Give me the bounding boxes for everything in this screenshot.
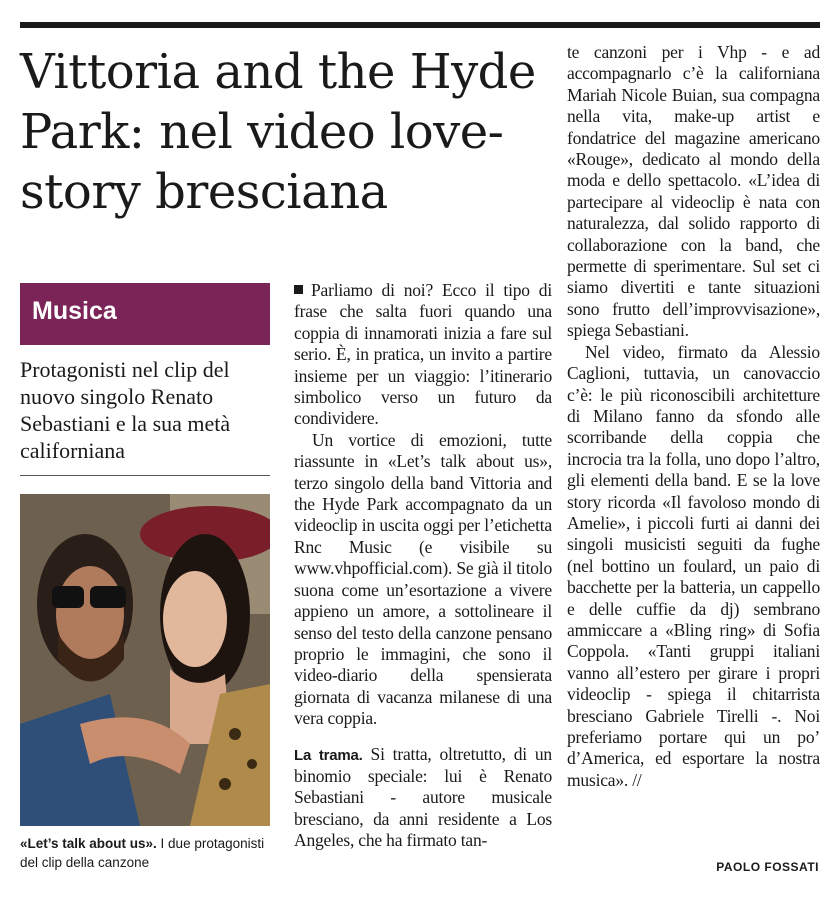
article-photo	[20, 494, 270, 826]
headline: Vittoria and the Hyde Park: nel video love-story bresciana	[20, 44, 536, 220]
top-rule	[20, 22, 820, 28]
body-column-1	[294, 280, 552, 852]
paragraph-3-continued: te canzoni per i Vhp - e ad accompagnarlo c’è la californiana Mariah Nicole Buian, sua compagna nella vita, make-up artist e fondatrice del magazine americano «Rouge», dedicato al mondo della moda e dello spettacolo. «L’idea di partecipare al videoclip è nata con naturalezza, dal solido rapporto di collaborazione con la band, che permette di sperimentare. Sul set ci siamo divertiti e tante situazioni sono frutto dell’improvvisazione», spiega Sebastiani.	[567, 42, 820, 341]
byline: PAOLO FOSSATI	[716, 860, 819, 874]
paragraph-4: Nel video, firmato da Alessio Caglioni, tuttavia, un canovaccio c’è: le più riconoscibili architetture di Milano fanno da sfondo alle scorribande della coppia che incrocia tra la folla, uno dopo l’altro, gli elementi della band. E se la love story ricorda «Il favoloso mondo di Amelie», i piccoli furti ai danni dei singoli musicisti seguiti da fughe (nel bottino un foulard, un paio di bacchette per la batteria, un cappello e delle cuffie da dj) sembrano ammiccare a «Bling ring» di Sofia Coppola. «Tanti gruppi italiani vanno all’estero per girare i propri videoclip - spiega il chitarrista bresciano Gabriele Tirelli -. Noi preferiamo portare qui un po’ d’America, ed esportare la nostra musica». //	[567, 341, 820, 790]
runin-heading: La trama.	[294, 746, 363, 764]
caption-title: «Let’s talk about us».	[20, 836, 157, 851]
subheadline: Protagonisti nel clip del nuovo singolo Renato Sebastiani e la sua metà californiana	[20, 357, 231, 463]
photo-caption	[20, 834, 280, 872]
couple-photo-illustration	[20, 494, 270, 826]
square-bullet-icon	[294, 285, 303, 294]
subhead-divider	[20, 475, 270, 476]
paragraph-3-text: Si tratta, oltretutto, di un binomio speciale: lui è Renato Sebastiani - autore musicale bresciano, da anni residente a Los Angeles, che ha firmato tan-	[294, 743, 552, 851]
body-column-2	[567, 42, 820, 791]
paragraph-2: Un vortice di emozioni, tutte riassunte in «Let’s talk about us», terzo singolo della band Vittoria and the Hyde Park accompagnato da un videoclip in uscita oggi per l’etichetta Rnc Music (e visibile su www.vhpofficial.com). Se già il titolo suona come un’esortazione a vivere appieno un amore, a sottolineare il senso del testo della canzone pensano proprio le immagini, che sono il video-diario della spensierata giornata di vacanza milanese di una vera coppia.	[294, 429, 552, 729]
caption-text: I due protagonisti del clip della canzone	[20, 836, 265, 870]
paragraph-1-text: Parliamo di noi? Ecco il tipo di frase che salta fuori quando una coppia di innamorati inizia a fare sul serio. È, in pratica, un invito a partire insieme per un viaggio: l’itinerario simbolico verso un futuro da condividere.	[294, 280, 552, 429]
paragraph-1	[294, 280, 552, 430]
section-kicker: Musica	[20, 283, 270, 345]
paragraph-3	[294, 744, 552, 852]
